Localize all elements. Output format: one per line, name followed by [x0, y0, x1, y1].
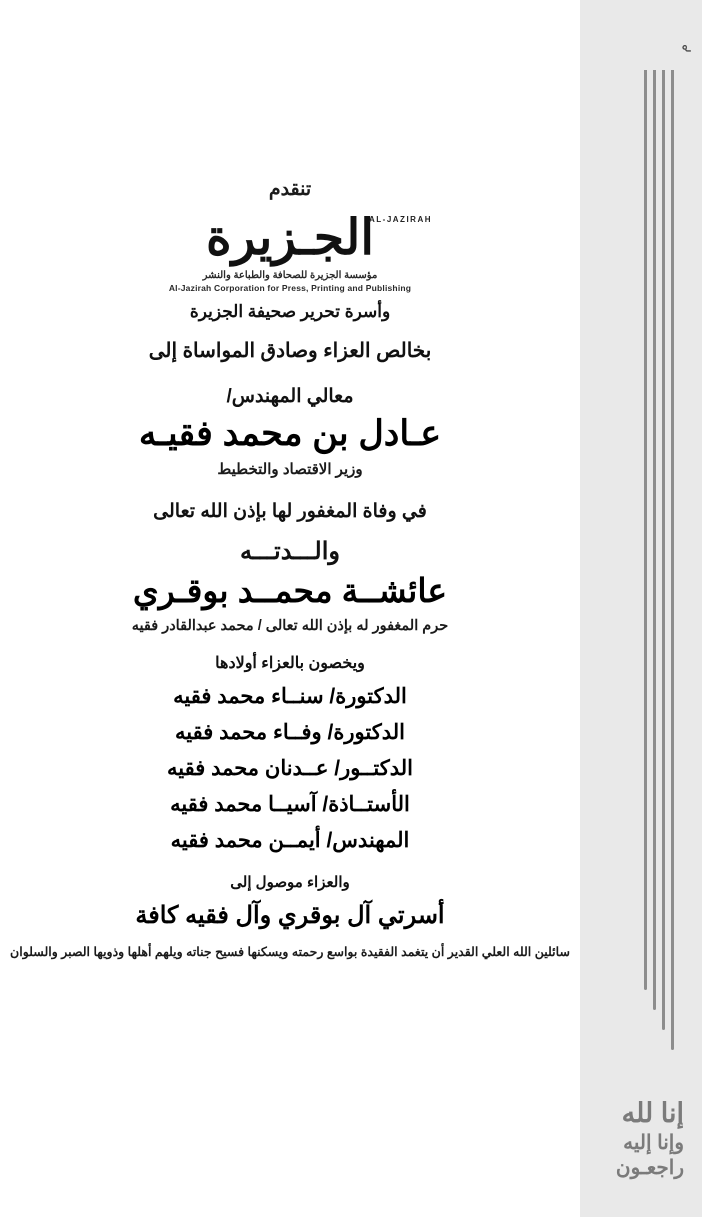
offering-word: تنقدم [268, 179, 312, 200]
extended-families-line: أسرتي آل بوقري وآل فقيه كافة [135, 902, 445, 929]
masthead-arabic-logo: الجـزيرة [206, 211, 374, 265]
masthead-english-subtitle: Al-Jazirah Corporation for Press, Printing and Publishing [168, 283, 412, 293]
list-item: المهندس/ أيمــن محمد فقيه [170, 829, 410, 852]
list-item: الدكتورة/ سنــاء محمد فقيه [173, 685, 407, 708]
editorial-family-line: وأسرة تحرير صحيفة الجزيرة [189, 302, 391, 321]
deceased-relation: والـــدتـــه [240, 538, 340, 565]
masthead-latin-tag: AL-JAZIRAH [369, 215, 432, 224]
condolence-intro-line: بخالص العزاء وصادق المواساة إلى [148, 340, 432, 362]
recipient-honorific: معالي المهندس/ [226, 386, 354, 407]
deceased-spouse-line: حرم المغفور له بإذن الله تعالى / محمد عبدالقادر فقيه [131, 618, 449, 634]
list-item: الأستــاذة/ آسيــا محمد فقيه [170, 793, 410, 816]
side-issue-mark: ﻡ [675, 44, 691, 53]
masthead-arabic-subtitle: مؤسسة الجزيرة للصحافة والطباعة والنشر [202, 270, 378, 281]
deceased-name: عائشــة محمــد بوقـري [132, 572, 448, 609]
side-verse-line-2: وإنا إليه [623, 1132, 684, 1154]
list-item: الدكتــور/ عــدنان محمد فقيه [167, 757, 413, 780]
al-jazirah-masthead [140, 207, 440, 293]
closing-prayer: سائلين الله العلي القدير أن يتغمد الفقيدة بواسع رحمته ويسكنها فسيح جناته ويلهم أهلها وذويها الصبر والسلوان [10, 945, 570, 959]
list-item: الدكتورة/ وفــاء محمد فقيه [175, 721, 405, 744]
side-verse-line-1: إنا لله [621, 1098, 684, 1129]
rule-line-2 [662, 70, 665, 1030]
masthead-logo-row [140, 207, 440, 269]
decorative-side-panel [580, 0, 702, 1217]
rule-line-4 [644, 70, 647, 990]
side-verse-line-3: راجعـون [615, 1157, 684, 1179]
rule-line-3 [653, 70, 656, 1010]
vertical-rules-decoration [614, 70, 674, 1070]
children-intro-line: ويخصون بالعزاء أولادها [215, 655, 365, 672]
rule-line-1 [671, 70, 674, 1050]
deceased-intro-line: في وفاة المغفور لها بإذن الله تعالى [153, 501, 427, 522]
recipient-title: وزير الاقتصاد والتخطيط [217, 461, 363, 478]
side-bottom-verse [616, 1097, 684, 1181]
recipient-name: عـادل بن محمد فقيـه [138, 414, 442, 453]
extended-condolence-intro: والعزاء موصول إلى [230, 874, 350, 891]
